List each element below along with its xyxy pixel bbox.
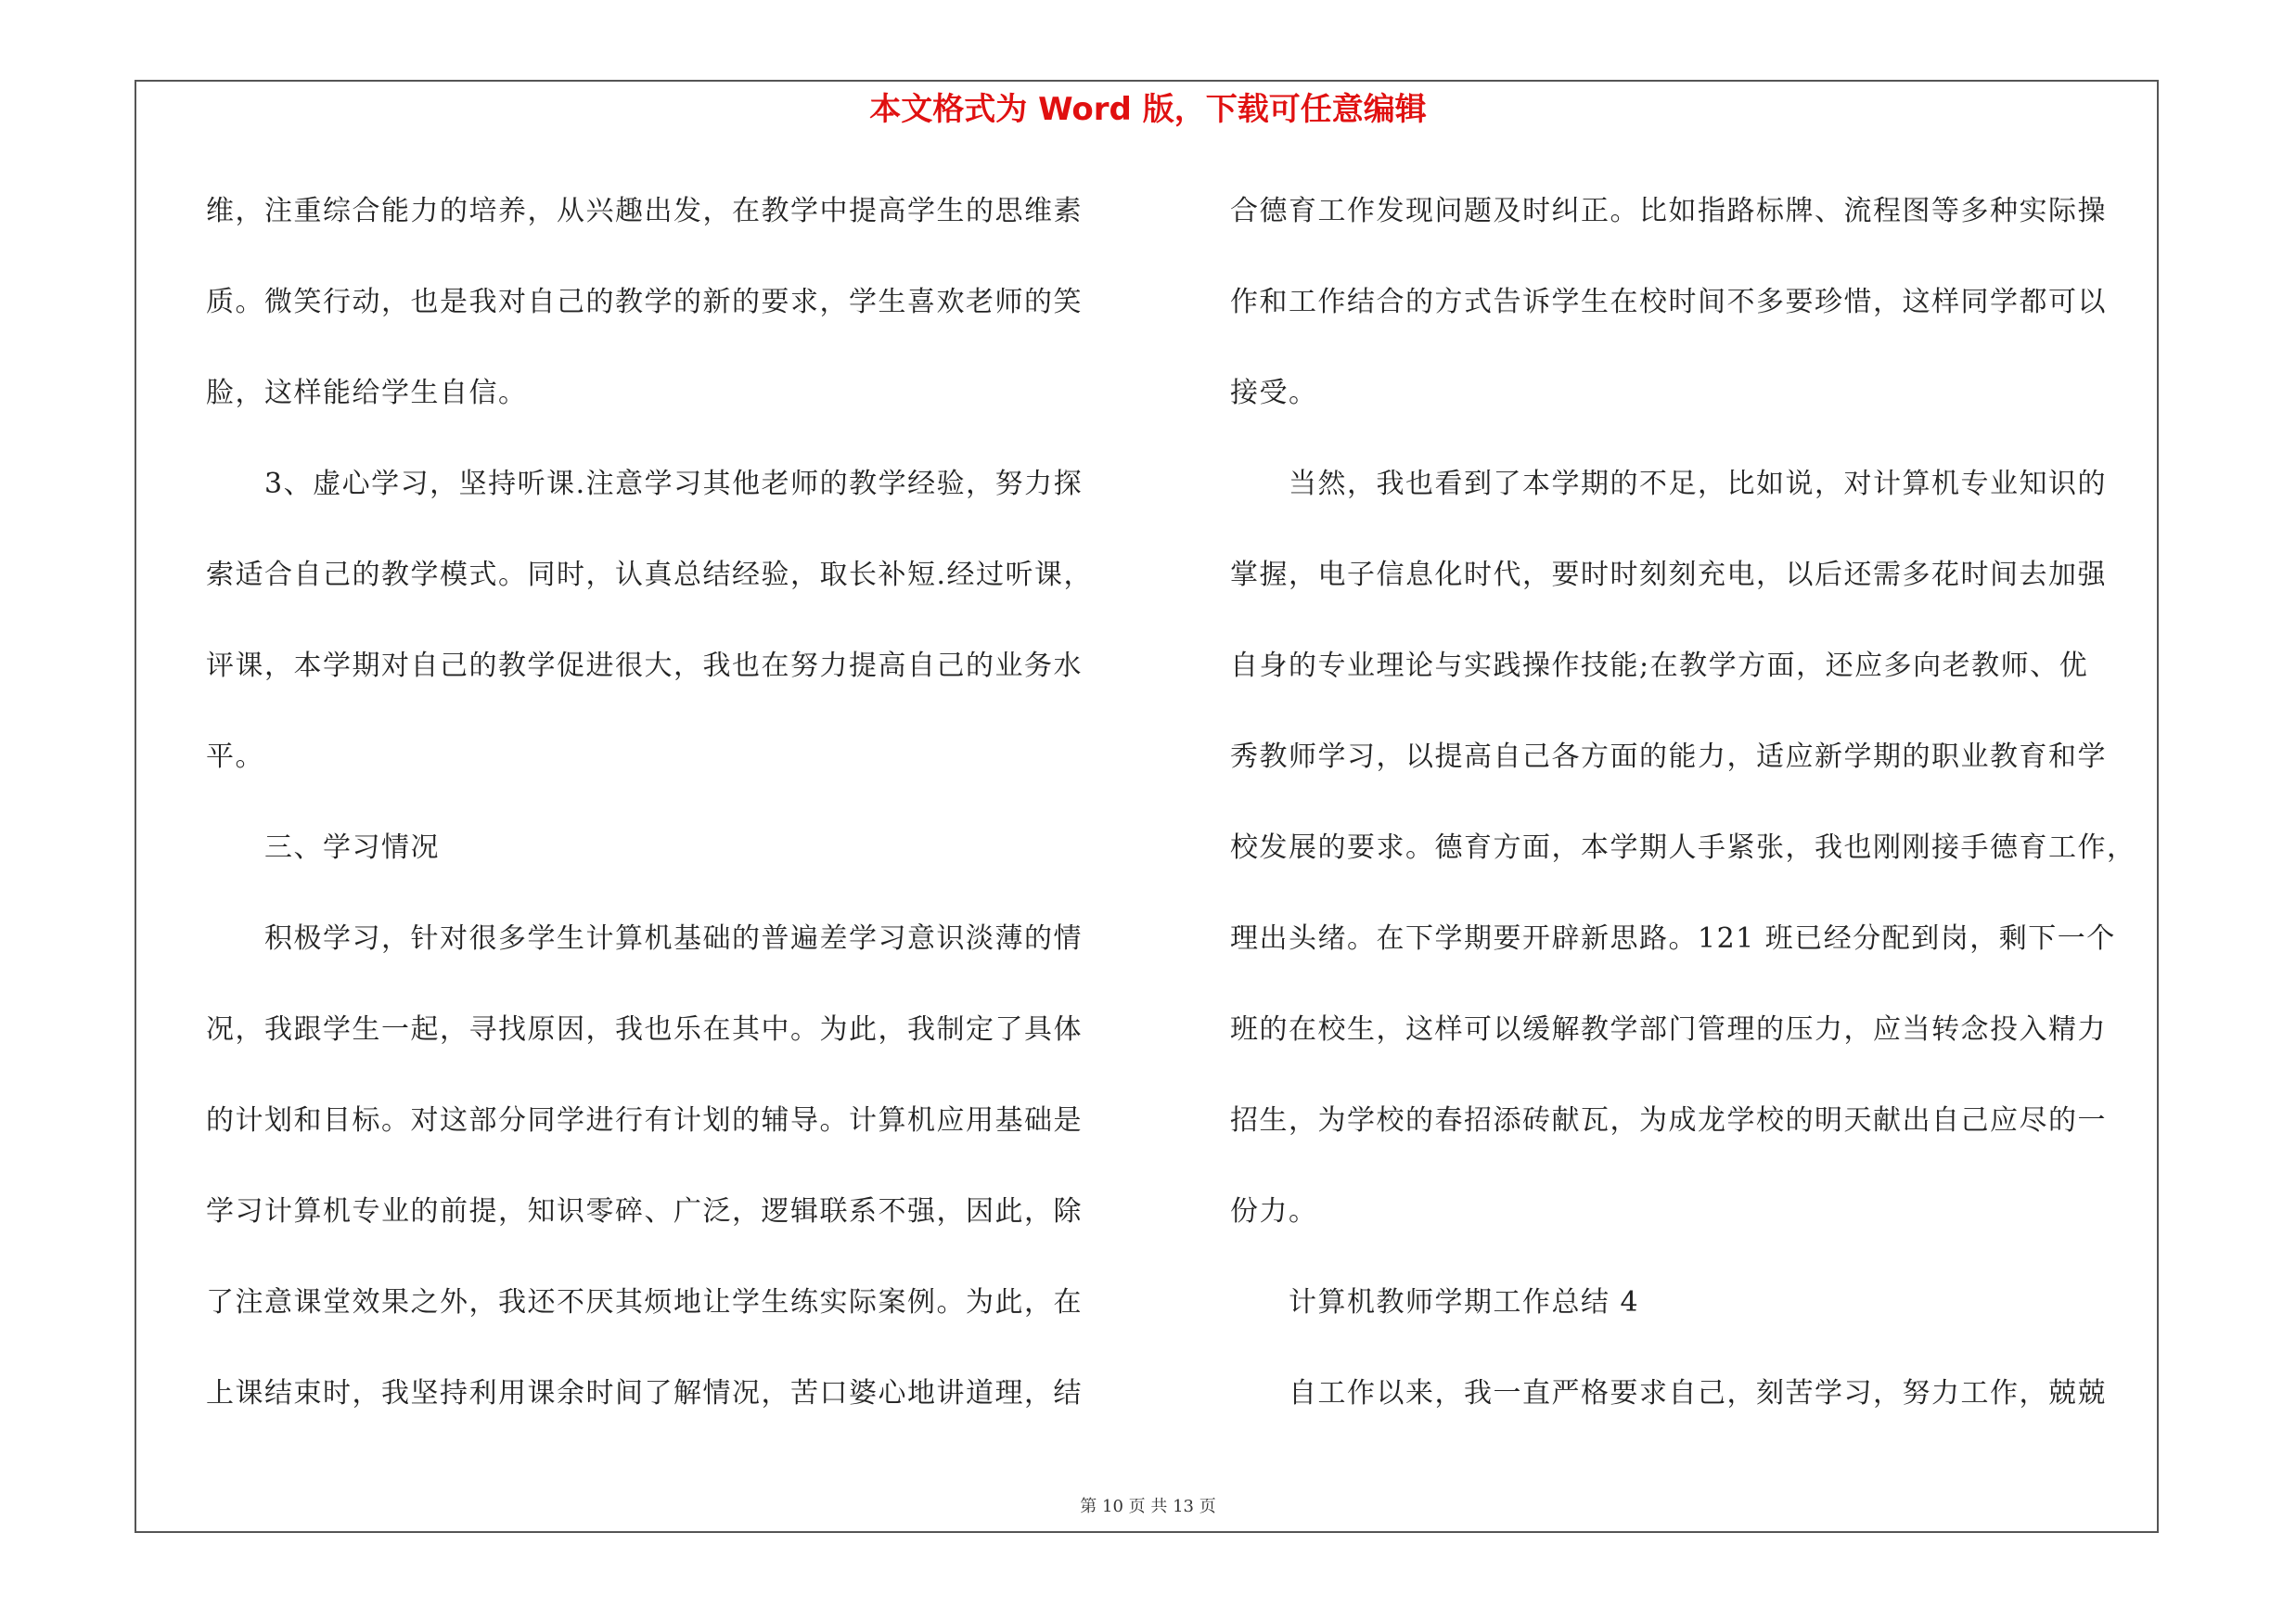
text-line: 掌握，电子信息化时代，要时时刻刻充电，以后还需多花时间去加强 — [1230, 559, 2107, 591]
text-line: 自身的专业理论与实践操作技能;在教学方面，还应多向老教师、优 — [1230, 650, 2089, 682]
text-line: 自工作以来，我一直严格要求自己，刻苦学习，努力工作，兢兢 — [1230, 1377, 2107, 1410]
text-line: 评课，本学期对自己的教学促进很大，我也在努力提高自己的业务水 — [206, 650, 1083, 682]
text-line: 接受。 — [1230, 377, 1318, 409]
text-line: 脸，这样能给学生自信。 — [206, 377, 528, 409]
section-heading: 三、学习情况 — [206, 831, 440, 864]
text-line: 学习计算机专业的前提，知识零碎、广泛，逻辑联系不强，因此，除 — [206, 1195, 1083, 1228]
text-line: 合德育工作发现问题及时纠正。比如指路标牌、流程图等多种实际操 — [1230, 195, 2107, 227]
text-line: 的计划和目标。对这部分同学进行有计划的辅导。计算机应用基础是 — [206, 1104, 1083, 1137]
text-line: 理出头绪。在下学期要开辟新思路。121 班已经分配到岗，剩下一个 — [1230, 922, 2116, 955]
text-line: 秀教师学习，以提高自己各方面的能力，适应新学期的职业教育和学 — [1230, 741, 2107, 773]
text-line: 质。微笑行动，也是我对自己的教学的新的要求，学生喜欢老师的笑 — [206, 286, 1083, 318]
text-line: 作和工作结合的方式告诉学生在校时间不多要珍惜，这样同学都可以 — [1230, 286, 2107, 318]
format-notice-banner: 本文格式为 Word 版，下载可任意编辑 — [869, 91, 1427, 128]
text-line: 校发展的要求。德育方面，本学期人手紧张，我也刚刚接手德育工作， — [1230, 831, 2136, 864]
text-line: 积极学习，针对很多学生计算机基础的普遍差学习意识淡薄的情 — [206, 922, 1083, 955]
text-line: 了注意课堂效果之外，我还不厌其烦地让学生练实际案例。为此，在 — [206, 1286, 1083, 1319]
text-line: 平。 — [206, 741, 264, 773]
page-number-footer: 第 10 页 共 13 页 — [1080, 1497, 1216, 1516]
text-line: 3、虚心学习，坚持听课.注意学习其他老师的教学经验，努力探 — [206, 468, 1084, 500]
text-line: 索适合自己的教学模式。同时，认真总结经验，取长补短.经过听课， — [206, 559, 1094, 591]
right-text-column — [1230, 182, 2148, 1455]
text-line: 况，我跟学生一起，寻找原因，我也乐在其中。为此，我制定了具体 — [206, 1013, 1083, 1046]
text-line: 招生，为学校的春招添砖献瓦，为成龙学校的明天献出自己应尽的一 — [1230, 1104, 2107, 1137]
text-line: 维，注重综合能力的培养，从兴趣出发，在教学中提高学生的思维素 — [206, 195, 1083, 227]
text-line: 上课结束时，我坚持利用课余时间了解情况，苦口婆心地讲道理，结 — [206, 1377, 1083, 1410]
text-line: 班的在校生，这样可以缓解教学部门管理的压力，应当转念投入精力 — [1230, 1013, 2107, 1046]
text-line: 当然，我也看到了本学期的不足，比如说，对计算机专业知识的 — [1230, 468, 2107, 500]
section-heading: 计算机教师学期工作总结 4 — [1230, 1286, 1640, 1319]
left-text-column — [206, 182, 1143, 1455]
text-line: 份力。 — [1230, 1195, 1318, 1228]
